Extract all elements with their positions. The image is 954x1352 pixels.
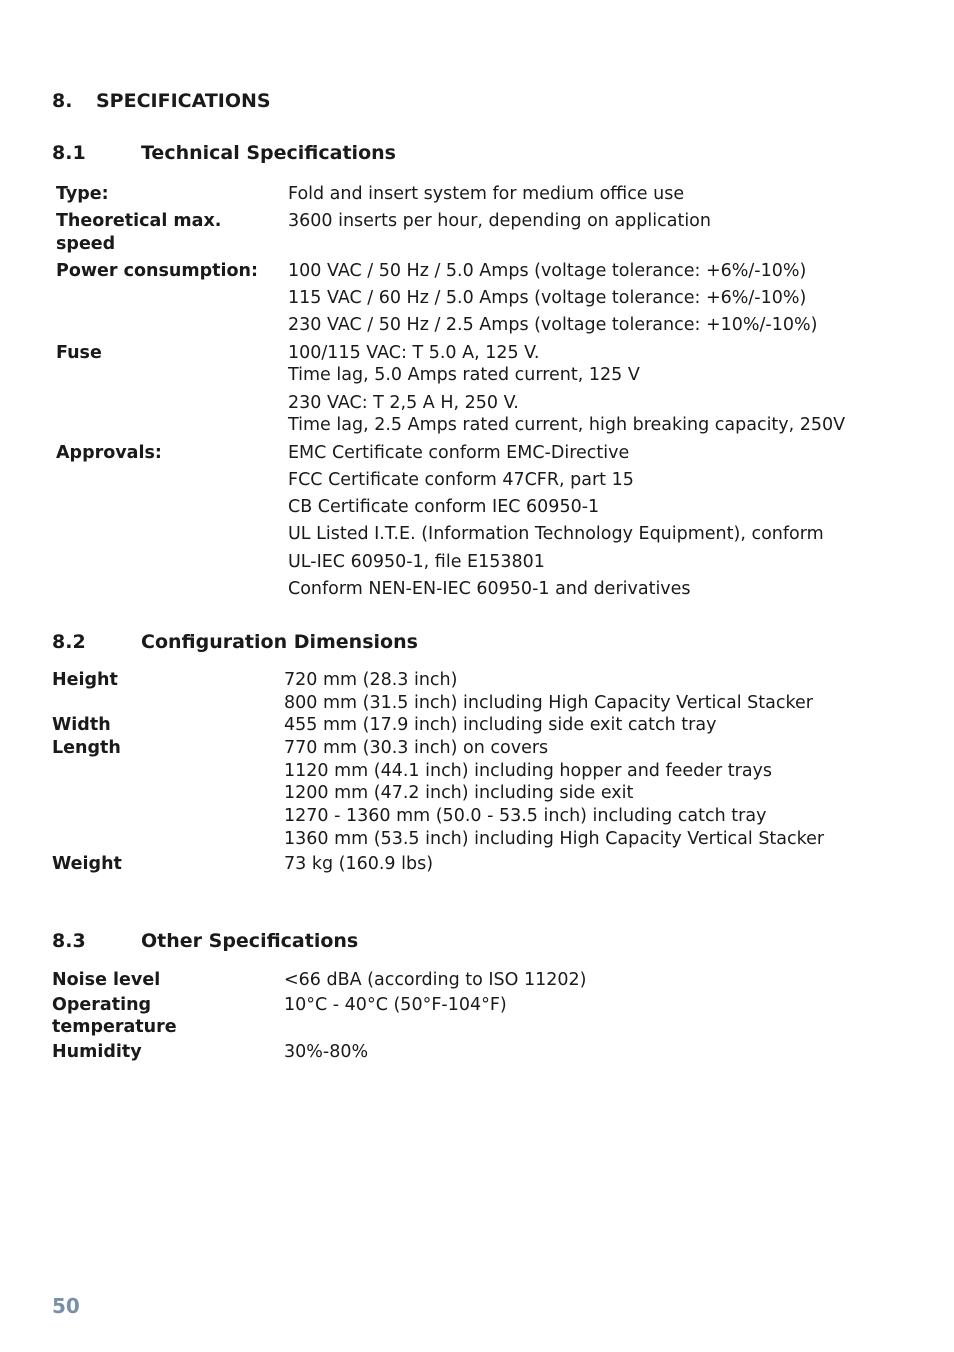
length-value-5: 1360 mm (53.5 inch) including High Capacity Vertical Stacker [284,829,825,849]
speed-label-line1: Theoretical max. [56,211,222,231]
length-label: Length [52,738,121,758]
approvals-value-6: Conform NEN-EN-IEC 60950-1 and derivatives [288,579,691,599]
fuse-value-2: Time lag, 5.0 Amps rated current, 125 V [288,365,640,385]
humidity-label: Humidity [52,1042,142,1062]
section-title-technical: Technical Specifications [141,142,396,164]
approvals-value-2: FCC Certificate conform 47CFR, part 15 [288,470,634,490]
power-label: Power consumption: [56,261,258,281]
height-value-2: 800 mm (31.5 inch) including High Capacity Vertical Stacker [284,693,813,713]
power-value-1: 100 VAC / 50 Hz / 5.0 Amps (voltage tolerance: +6%/-10%) [288,261,807,281]
width-value: 455 mm (17.9 inch) including side exit catch tray [284,715,717,735]
noise-value: <66 dBA (according to ISO 11202) [284,970,587,990]
type-label: Type: [56,184,109,204]
section-number-8-2: 8.2 [52,631,86,653]
width-label: Width [52,715,111,735]
length-value-1: 770 mm (30.3 inch) on covers [284,738,549,758]
approvals-value-1: EMC Certificate conform EMC-Directive [288,443,630,463]
power-value-3: 230 VAC / 50 Hz / 2.5 Amps (voltage tolerance: +10%/-10%) [288,315,818,335]
speed-label-line2: speed [56,234,116,254]
humidity-value: 30%-80% [284,1042,369,1062]
fuse-value-4: Time lag, 2.5 Amps rated current, high breaking capacity, 250V [288,415,846,435]
section-number-8-3: 8.3 [52,930,86,952]
length-value-2: 1120 mm (44.1 inch) including hopper and feeder trays [284,761,773,781]
power-value-2: 115 VAC / 60 Hz / 5.0 Amps (voltage tolerance: +6%/-10%) [288,288,807,308]
approvals-value-4: UL Listed I.T.E. (Information Technology Equipment), conform [288,524,824,544]
approvals-label: Approvals: [56,443,162,463]
temperature-label-line1: Operating [52,995,152,1015]
fuse-label: Fuse [56,343,102,363]
height-value-1: 720 mm (28.3 inch) [284,670,458,690]
fuse-value-3: 230 VAC: T 2,5 A H, 250 V. [288,393,519,413]
weight-value: 73 kg (160.9 lbs) [284,854,434,874]
chapter-title: SPECIFICATIONS [96,90,271,112]
speed-value: 3600 inserts per hour, depending on application [288,211,711,231]
page-number: 50 [52,1294,80,1318]
length-value-4: 1270 - 1360 mm (50.0 - 53.5 inch) including catch tray [284,806,767,826]
section-title-dimensions: Configuration Dimensions [141,631,418,653]
weight-label: Weight [52,854,122,874]
noise-label: Noise level [52,970,161,990]
approvals-value-5: UL-IEC 60950-1, file E153801 [288,552,545,572]
section-number-8-1: 8.1 [52,142,86,164]
approvals-value-3: CB Certificate conform IEC 60950-1 [288,497,600,517]
fuse-value-1: 100/115 VAC: T 5.0 A, 125 V. [288,343,540,363]
temperature-label-line2: temperature [52,1017,177,1037]
temperature-value: 10°C - 40°C (50°F-104°F) [284,995,507,1015]
type-value: Fold and insert system for medium office use [288,184,685,204]
chapter-number: 8. [52,90,73,112]
length-value-3: 1200 mm (47.2 inch) including side exit [284,783,634,803]
section-title-other: Other Specifications [141,930,359,952]
height-label: Height [52,670,118,690]
